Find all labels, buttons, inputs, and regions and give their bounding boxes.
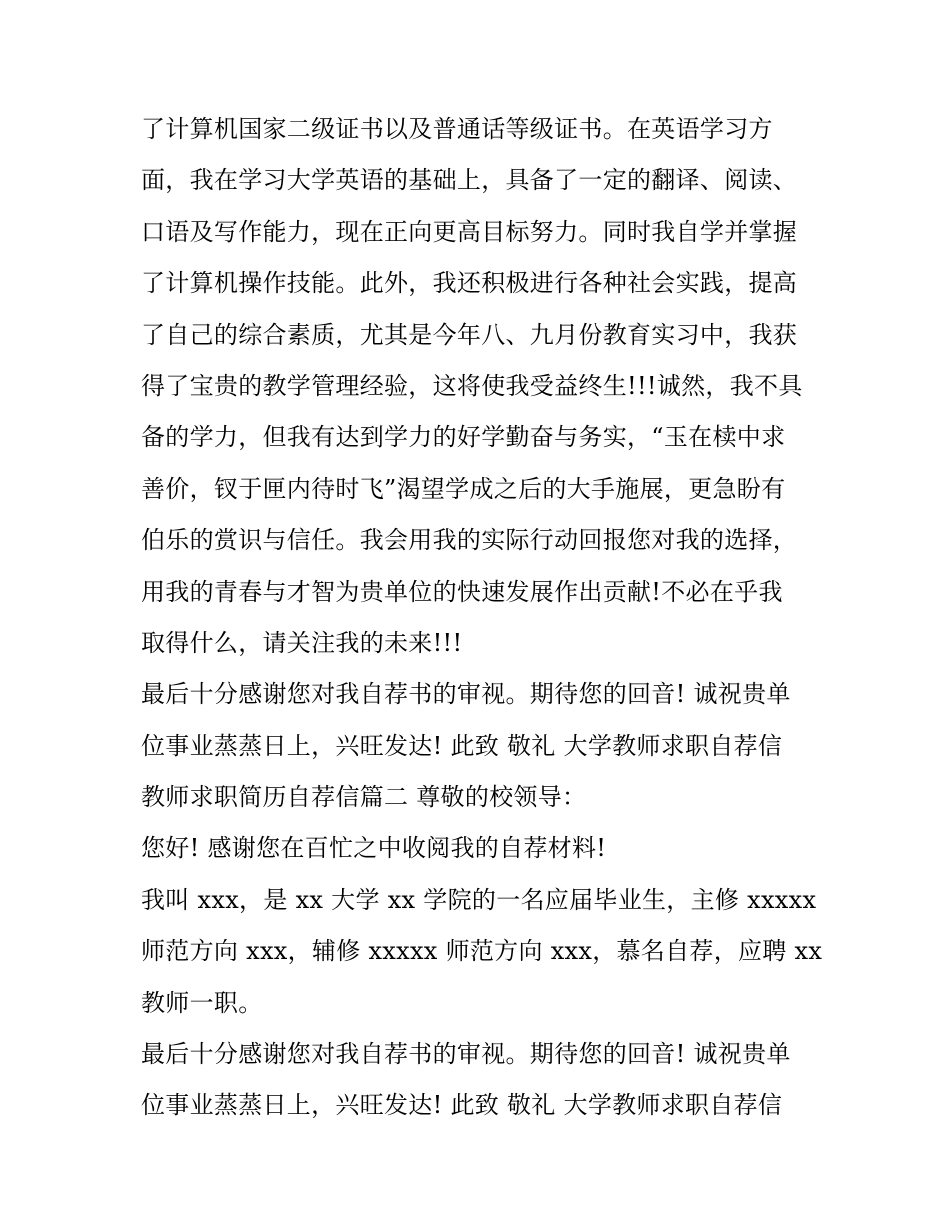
- text-line: 最后十分感谢您对我自荐书的审视。期待您的回音! 诚祝贵单: [141, 1040, 791, 1069]
- text-line: 备的学力，但我有达到学力的好学勤奋与务实，“玉在椟中求: [141, 423, 786, 452]
- text-line: 教师一职。: [141, 988, 263, 1017]
- text-line: 您好! 感谢您在百忙之中收阅我的自荐材料!: [141, 834, 607, 863]
- text-line: 面，我在学习大学英语的基础上，具备了一定的翻译、阅读、: [141, 166, 798, 195]
- text-line: 教师求职简历自荐信篇二 尊敬的校领导：: [141, 783, 587, 812]
- text-line: 了计算机操作技能。此外，我还积极进行各种社会实践，提高: [141, 269, 798, 298]
- document-body: [141, 104, 841, 1132]
- text-line: 了自己的综合素质，尤其是今年八、九月份教育实习中，我获: [141, 320, 798, 349]
- text-line: 最后十分感谢您对我自荐书的审视。期待您的回音! 诚祝贵单: [141, 680, 791, 709]
- text-line: 位事业蒸蒸日上，兴旺发达! 此致 敬礼 大学教师求职自荐信: [141, 1091, 783, 1120]
- text-line: 了计算机国家二级证书以及普通话等级证书。在英语学习方: [141, 115, 773, 143]
- text-line: 位事业蒸蒸日上，兴旺发达! 此致 敬礼 大学教师求职自荐信: [141, 731, 783, 760]
- text-line: 善价，钗于匣内待时飞”渴望学成之后的大手施展，更急盼有: [141, 474, 786, 503]
- text-line: 伯乐的赏识与信任。我会用我的实际行动回报您对我的选择，: [141, 526, 798, 555]
- text-line: 用我的青春与才智为贵单位的快速发展作出贡献!不必在乎我: [141, 577, 783, 606]
- text-line: 口语及写作能力，现在正向更高目标努力。同时我自学并掌握: [141, 217, 798, 246]
- text-line: 得了宝贵的教学管理经验，这将使我受益终生!!!诚然，我不具: [141, 371, 803, 400]
- text-line: 取得什么，请关注我的未来!!!: [141, 628, 463, 657]
- text-line: 我叫 xxx，是 xx 大学 xx 学院的一名应届毕业生，主修 xxxxx: [141, 885, 817, 914]
- text-line: 师范方向 xxx，辅修 xxxxx 师范方向 xxx，慕名自荐，应聘 xx: [141, 937, 823, 966]
